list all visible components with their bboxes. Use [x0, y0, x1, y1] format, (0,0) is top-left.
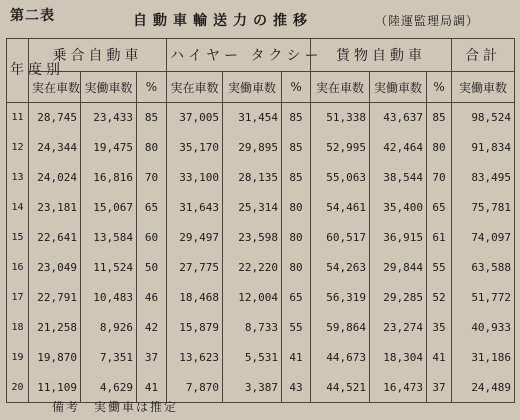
bus-registered-cell: 24,344	[29, 133, 81, 163]
taxi-operating-cell: 31,454	[223, 103, 282, 133]
total-operating-cell: 98,524	[452, 103, 515, 133]
truck-operating-cell: 35,400	[370, 193, 427, 223]
taxi-percent-cell: 80	[282, 253, 311, 283]
taxi-registered-cell: 37,005	[167, 103, 223, 133]
bus-registered-cell: 21,258	[29, 313, 81, 343]
truck-operating-cell: 43,637	[370, 103, 427, 133]
bus-percent-cell: 46	[137, 283, 167, 313]
total-operating-cell: 40,933	[452, 313, 515, 343]
truck-percent-cell: 65	[427, 193, 452, 223]
taxi-operating-cell: 28,135	[223, 163, 282, 193]
year-cell: 16	[7, 253, 29, 283]
truck-registered-cell: 52,995	[311, 133, 370, 163]
truck-registered-cell: 54,263	[311, 253, 370, 283]
taxi-registered-cell: 35,170	[167, 133, 223, 163]
bus-percent-cell: 65	[137, 193, 167, 223]
taxi-operating-cell: 22,220	[223, 253, 282, 283]
year-cell: 14	[7, 193, 29, 223]
truck-registered-cell: 55,063	[311, 163, 370, 193]
table-row	[7, 313, 515, 343]
year-cell: 19	[7, 343, 29, 373]
truck-operating-cell: 42,464	[370, 133, 427, 163]
taxi-registered-cell: 15,879	[167, 313, 223, 343]
total-operating-cell: 24,489	[452, 373, 515, 403]
bus-operating-cell: 23,433	[81, 103, 137, 133]
truck-percent-cell: 37	[427, 373, 452, 403]
transport-table	[6, 38, 515, 403]
taxi-registered-cell: 7,870	[167, 373, 223, 403]
total-operating-header: 実働車数	[452, 72, 515, 103]
taxi-percent-cell: 85	[282, 103, 311, 133]
taxi-percent-header: %	[282, 72, 311, 103]
total-operating-cell: 51,772	[452, 283, 515, 313]
taxi-operating-cell: 3,387	[223, 373, 282, 403]
taxi-percent-cell: 85	[282, 163, 311, 193]
taxi-percent-cell: 65	[282, 283, 311, 313]
bus-registered-cell: 24,024	[29, 163, 81, 193]
bus-registered-cell: 11,109	[29, 373, 81, 403]
table-body	[7, 103, 515, 403]
truck-operating-cell: 29,844	[370, 253, 427, 283]
truck-percent-cell: 35	[427, 313, 452, 343]
table-row	[7, 283, 515, 313]
taxi-registered-cell: 29,497	[167, 223, 223, 253]
bus-percent-cell: 80	[137, 133, 167, 163]
bus-registered-header: 実在車数	[29, 72, 81, 103]
table-row	[7, 133, 515, 163]
bus-registered-cell: 23,181	[29, 193, 81, 223]
taxi-registered-cell: 13,623	[167, 343, 223, 373]
truck-registered-cell: 59,864	[311, 313, 370, 343]
taxi-operating-cell: 5,531	[223, 343, 282, 373]
truck-percent-cell: 55	[427, 253, 452, 283]
truck-percent-cell: 85	[427, 103, 452, 133]
truck-percent-cell: 41	[427, 343, 452, 373]
bus-percent-cell: 41	[137, 373, 167, 403]
bus-percent-cell: 85	[137, 103, 167, 133]
total-operating-cell: 83,495	[452, 163, 515, 193]
total-operating-cell: 63,588	[452, 253, 515, 283]
total-operating-cell: 74,097	[452, 223, 515, 253]
truck-operating-cell: 18,304	[370, 343, 427, 373]
bus-registered-cell: 19,870	[29, 343, 81, 373]
bus-operating-cell: 19,475	[81, 133, 137, 163]
truck-operating-header: 実働車数	[370, 72, 427, 103]
truck-registered-cell: 56,319	[311, 283, 370, 313]
truck-operating-cell: 16,473	[370, 373, 427, 403]
table-row	[7, 253, 515, 283]
bus-operating-cell: 16,816	[81, 163, 137, 193]
taxi-registered-cell: 27,775	[167, 253, 223, 283]
total-operating-cell: 31,186	[452, 343, 515, 373]
header-sub-row	[7, 72, 515, 103]
bus-operating-cell: 15,067	[81, 193, 137, 223]
truck-operating-cell: 38,544	[370, 163, 427, 193]
truck-percent-cell: 70	[427, 163, 452, 193]
truck-percent-header: %	[427, 72, 452, 103]
truck-percent-cell: 80	[427, 133, 452, 163]
table-caption: 自動車輸送力の推移	[133, 13, 313, 29]
truck-group-header: 貨物自動車	[311, 39, 452, 72]
total-operating-cell: 75,781	[452, 193, 515, 223]
truck-operating-cell: 29,285	[370, 283, 427, 313]
bus-group-header: 乗合自動車	[29, 39, 167, 72]
total-group-header: 合計	[452, 39, 515, 72]
bus-operating-cell: 13,584	[81, 223, 137, 253]
bus-operating-cell: 11,524	[81, 253, 137, 283]
taxi-percent-cell: 43	[282, 373, 311, 403]
bus-operating-header: 実働車数	[81, 72, 137, 103]
taxi-percent-cell: 80	[282, 193, 311, 223]
truck-registered-header: 実在車数	[311, 72, 370, 103]
bus-percent-cell: 50	[137, 253, 167, 283]
truck-operating-cell: 23,274	[370, 313, 427, 343]
year-cell: 18	[7, 313, 29, 343]
bus-operating-cell: 10,483	[81, 283, 137, 313]
taxi-operating-cell: 12,004	[223, 283, 282, 313]
year-cell: 20	[7, 373, 29, 403]
bus-percent-header: %	[137, 72, 167, 103]
truck-registered-cell: 51,338	[311, 103, 370, 133]
bus-operating-cell: 4,629	[81, 373, 137, 403]
taxi-operating-cell: 8,733	[223, 313, 282, 343]
table-row	[7, 103, 515, 133]
table-number: 第二表	[10, 8, 55, 24]
table-row	[7, 163, 515, 193]
year-cell: 13	[7, 163, 29, 193]
bus-percent-cell: 42	[137, 313, 167, 343]
truck-registered-cell: 54,461	[311, 193, 370, 223]
truck-percent-cell: 52	[427, 283, 452, 313]
table-row	[7, 223, 515, 253]
bus-operating-cell: 7,351	[81, 343, 137, 373]
bus-operating-cell: 8,926	[81, 313, 137, 343]
taxi-percent-cell: 55	[282, 313, 311, 343]
taxi-operating-cell: 29,895	[223, 133, 282, 163]
table-row	[7, 193, 515, 223]
truck-registered-cell: 60,517	[311, 223, 370, 253]
total-operating-cell: 91,834	[452, 133, 515, 163]
truck-registered-cell: 44,521	[311, 373, 370, 403]
truck-registered-cell: 44,673	[311, 343, 370, 373]
taxi-operating-header: 実働車数	[223, 72, 282, 103]
bus-registered-cell: 22,641	[29, 223, 81, 253]
bus-registered-cell: 28,745	[29, 103, 81, 133]
year-cell: 17	[7, 283, 29, 313]
source-note: （陸運監理局調）	[375, 14, 480, 28]
taxi-registered-header: 実在車数	[167, 72, 223, 103]
taxi-group-header: ハイヤー タクシー	[167, 39, 311, 72]
taxi-percent-cell: 41	[282, 343, 311, 373]
taxi-operating-cell: 25,314	[223, 193, 282, 223]
taxi-registered-cell: 18,468	[167, 283, 223, 313]
table-row	[7, 343, 515, 373]
bus-percent-cell: 60	[137, 223, 167, 253]
bus-registered-cell: 23,049	[29, 253, 81, 283]
year-cell: 15	[7, 223, 29, 253]
header-group-row	[7, 39, 515, 72]
taxi-percent-cell: 80	[282, 223, 311, 253]
bus-percent-cell: 70	[137, 163, 167, 193]
truck-operating-cell: 36,915	[370, 223, 427, 253]
bus-percent-cell: 37	[137, 343, 167, 373]
bus-registered-cell: 22,791	[29, 283, 81, 313]
year-header: 年度別	[7, 39, 29, 103]
year-cell: 12	[7, 133, 29, 163]
taxi-registered-cell: 33,100	[167, 163, 223, 193]
truck-percent-cell: 61	[427, 223, 452, 253]
taxi-registered-cell: 31,643	[167, 193, 223, 223]
taxi-percent-cell: 85	[282, 133, 311, 163]
footnote: 備考 実働車は推定	[52, 400, 179, 414]
year-cell: 11	[7, 103, 29, 133]
taxi-operating-cell: 23,598	[223, 223, 282, 253]
